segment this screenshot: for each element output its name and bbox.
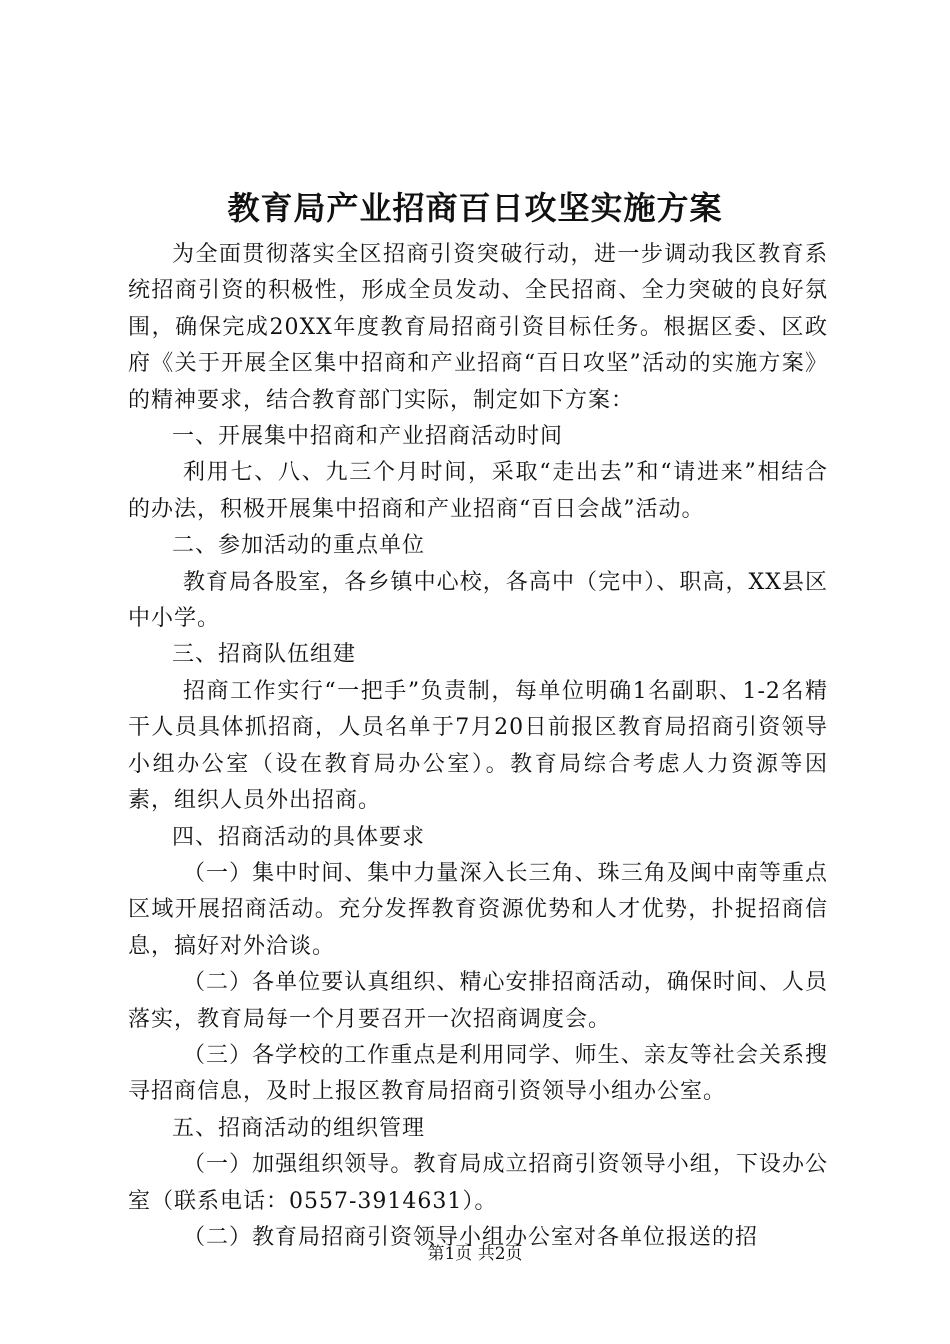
section-paragraph-3: 招商工作实行“一把手”负责制，每单位明确1名副职、1-2名精干人员具体抓招商，人员名单于7月20日前报区教育局招商引资领导小组办公室（设在教育局办公室）。教育局综合考虑人力资源等因素，组织人员外出招商。: [128, 678, 828, 814]
document-title: 教育局产业招商百日攻坚实施方案: [227, 189, 723, 227]
section-heading-5: 五、招商活动的组织管理: [172, 1115, 426, 1141]
section-heading-1: 一、开展集中招商和产业招商活动时间: [172, 424, 564, 450]
intro-paragraph: 为全面贯彻落实全区招商引资突破行动，进一步调动我区教育系统招商引资的积极性，形成全员发动、全民招商、全力突破的良好氛围，确保完成20XX年度教育局招商引资目标任务。根据区委、区政府《关于开展全区集中招商和产业招商“百日攻坚”活动的实施方案》的精神要求，结合教育部门实际，制定如下方案：: [128, 242, 828, 413]
section-heading-2: 二、参加活动的重点单位: [172, 533, 426, 559]
requirement-item-1: （一）集中时间、集中力量深入长三角、珠三角及闽中南等重点区域开展招商活动。充分发挥教育资源优势和人才优势，扑捉招商信息，搞好对外洽谈。: [128, 860, 828, 959]
section-paragraph-1: 利用七、八、九三个月时间，采取“走出去”和“请进来”相结合的办法，积极开展集中招商和产业招商“百日会战”活动。: [128, 460, 828, 522]
management-item-2: （二）教育局招商引资领导小组办公室对各单位报送的招: [183, 1224, 759, 1250]
requirement-item-3: （三）各学校的工作重点是利用同学、师生、亲友等社会关系搜寻招商信息，及时上报区教育局招商引资领导小组办公室。: [128, 1042, 828, 1105]
page-footer: 第1页 共2页: [427, 1244, 523, 1264]
section-heading-3: 三、招商队伍组建: [172, 642, 357, 668]
document-body: [128, 237, 828, 1256]
section-heading-4: 四、招商活动的具体要求: [172, 824, 426, 850]
section-paragraph-2: 教育局各股室，各乡镇中心校，各高中（完中）、职高，XX县区中小学。: [128, 569, 828, 632]
management-item-1: （一）加强组织领导。教育局成立招商引资领导小组，下设办公室（联系电话：0557-3914631）。: [128, 1152, 828, 1214]
requirement-item-2: （二）各单位要认真组织、精心安排招商活动，确保时间、人员落实，教育局每一个月要召开一次招商调度会。: [128, 970, 828, 1032]
